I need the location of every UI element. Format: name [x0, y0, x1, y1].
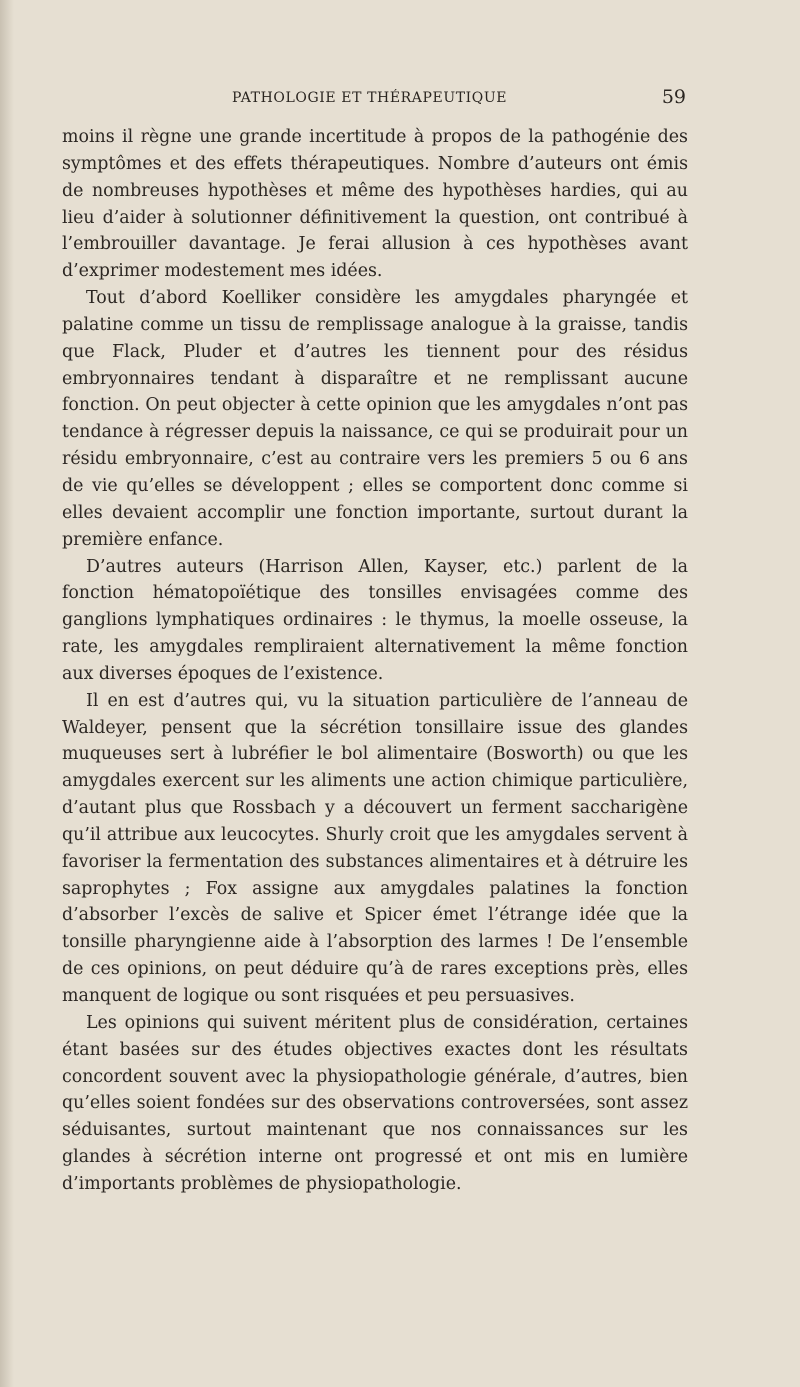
- paragraph-2: Tout d’abord Koelliker considère les amygdales pharyngée et palatine comme un tissu de remplissage analogue à la graisse, tandis que Flack, Pluder et d’autres les tiennent pour des résidus embryonnaires tendant à disparaître et ne remplissant aucune fonction. On peut objecter à cette opinion que les amygdales n’ont pas tendance à régresser depuis la naissance, ce qui se produirait pour un résidu embryonnaire, c’est au contraire vers les premiers 5 ou 6 ans de vie qu’elles se développent ; elles se comportent donc comme si elles devaient accomplir une fonction importante, surtout durant la première enfance.: [62, 288, 688, 550]
- body-text: [62, 124, 688, 1198]
- paragraph-3: D’autres auteurs (Harrison Allen, Kayser, etc.) parlent de la fonction hématopoïétique des tonsilles envisagées comme des ganglions lymphatiques ordinaires : le thymus, la moelle osseuse, la rate, les amygdales rempliraient alternativement la même fonction aux diverses époques de l’existence.: [62, 556, 688, 684]
- page-number: 59: [661, 86, 686, 108]
- page-header: [62, 86, 690, 110]
- paragraph-1: moins il règne une grande incertitude à propos de la pathogénie des symptômes et des effets thérapeutiques. Nombre d’auteurs ont émis de nombreuses hypothèses et même des hypothèses hardies, qui au lieu d’aider à solutionner définitivement la question, ont contribué à l’embrouiller davantage. Je ferai allusion à ces hypothèses avant d’exprimer modestement mes idées.: [62, 127, 688, 282]
- running-head: PATHOLOGIE ET THÉRAPEUTIQUE: [232, 90, 508, 106]
- paragraph-5: Les opinions qui suivent méritent plus de considération, certaines étant basées sur des études objectives exactes dont les résultats concordent souvent avec la physiopathologie générale, d’autres, bien qu’elles soient fondées sur des observations controversées, sont assez séduisantes, surtout maintenant que nos connaissances sur les glandes à sécrétion interne ont progressé et ont mis en lumière d’importants problèmes de physiopathologie.: [62, 1012, 688, 1194]
- page-gutter-shadow: [0, 0, 14, 1387]
- paragraph-4: Il en est d’autres qui, vu la situation particulière de l’anneau de Waldeyer, pensent que la sécrétion tonsillaire issue des glandes muqueuses sert à lubréfier le bol alimentaire (Bosworth) ou que les amygdales exercent sur les aliments une action chimique particulière, d’autant plus que Rossbach y a découvert un ferment saccharigène qu’il attribue aux leucocytes. Shurly croit que les amygdales servent à favoriser la fermentation des substances alimentaires et à détruire les saprophytes ; Fox assigne aux amygdales palatines la fonction d’absorber l’excès de salive et Spicer émet l’étrange idée que la tonsille pharyngienne aide à l’absorption des larmes ! De l’ensemble de ces opinions, on peut déduire qu’à de rares exceptions près, elles manquent de logique ou sont risquées et peu persuasives.: [62, 690, 688, 1006]
